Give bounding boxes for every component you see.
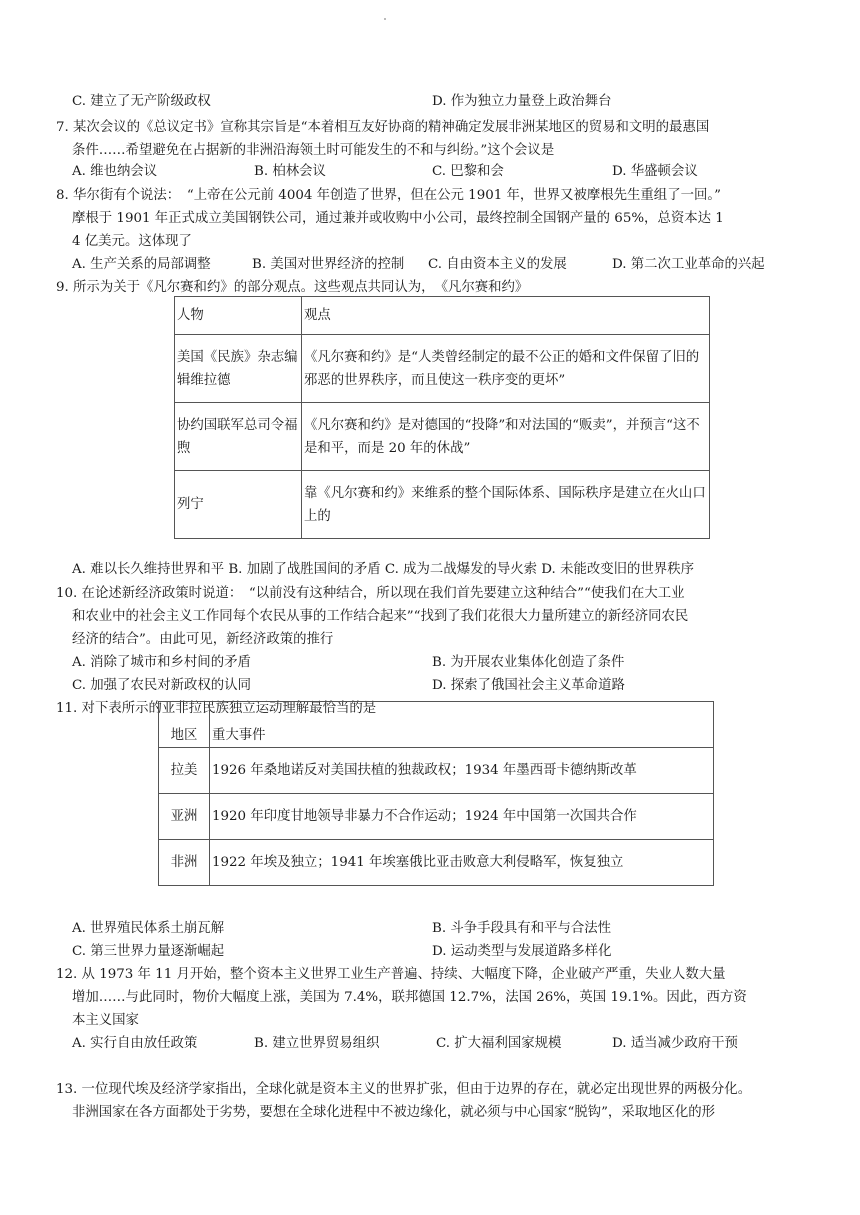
q8-option-c: C. 自由资本主义的发展: [428, 257, 567, 272]
q7-option-a: A. 维也纳会议: [72, 164, 158, 179]
q6-option-c: C. 建立了无产阶级政权: [72, 94, 211, 109]
page-mark: [384, 18, 386, 20]
q8-stem-line2: 摩根于 1901 年正式成立美国钢铁公司，通过兼并或收购中小公司，最终控制全国钢产量的 65%，总资本达 1: [72, 211, 724, 226]
q9-table-header-person: 人物: [175, 297, 302, 335]
q10-stem-line2: 和农业中的社会主义工作同每个农民从事的工作结合起来”“找到了我们花很大力量所建立的新经济同农民: [72, 609, 689, 624]
q8-option-a: A. 生产关系的局部调整: [72, 257, 211, 272]
q10-option-b: B. 为开展农业集体化创造了条件: [432, 655, 625, 670]
q10-stem-line3: 经济的结合”。由此可见，新经济政策的推行: [72, 632, 334, 647]
q12-option-c: C. 扩大福利国家规模: [436, 1036, 562, 1051]
q10-stem-line1: 10. 在论述新经济政策时说道： “以前没有这种结合，所以现在我们首先要建立这种结合”“使我们在大工业: [56, 586, 685, 601]
q12-stem-line3: 本主义国家: [72, 1013, 139, 1028]
q11-row3-events: 1922 年埃及独立；1941 年埃塞俄比亚击败意大利侵略军，恢复独立: [210, 840, 714, 886]
q9-stem-line1: 9. 所示为关于《凡尔赛和约》的部分观点。这些观点共同认为， 《凡尔赛和约》: [56, 280, 529, 295]
q10-option-c: C. 加强了农民对新政权的认同: [72, 678, 251, 693]
q9-row1-person: 美国《民族》杂志编辑维拉德: [175, 335, 302, 403]
q11-option-a: A. 世界殖民体系土崩瓦解: [72, 921, 225, 936]
q11-table-header-events: 重大事件: [210, 702, 714, 748]
q9-table-header-opinion: 观点: [302, 297, 710, 335]
q6-option-d: D. 作为独立力量登上政治舞台: [432, 94, 612, 109]
q11-row1-region: 拉美: [159, 748, 210, 794]
q11-option-c: C. 第三世界力量逐渐崛起: [72, 944, 225, 959]
q8-option-d: D. 第二次工业革命的兴起: [612, 257, 765, 272]
q9-row3-person: 列宁: [175, 471, 302, 539]
q12-option-b: B. 建立世界贸易组织: [254, 1036, 380, 1051]
q11-option-b: B. 斗争手段具有和平与合法性: [432, 921, 612, 936]
q11-option-d: D. 运动类型与发展道路多样化: [432, 944, 612, 959]
q10-option-d: D. 探索了俄国社会主义革命道路: [432, 678, 625, 693]
q7-option-c: C. 巴黎和会: [432, 164, 504, 179]
q11-table-header-region: 地区: [159, 702, 210, 748]
q11-events-table: [158, 701, 714, 886]
q12-stem-line2: 增加……与此同时，物价大幅度上涨，美国为 7.4%，联邦德国 12.7%，法国 26%，英国 19.1%。因此，西方资: [72, 990, 747, 1005]
q8-stem-line1: 8. 华尔街有个说法： “上帝在公元前 4004 年创造了世界，但在公元 1901 年，世界又被摩根先生重组了一回。”: [56, 188, 721, 203]
q8-stem-line3: 4 亿美元。这体现了: [72, 234, 192, 249]
q10-option-a: A. 消除了城市和乡村间的矛盾: [72, 655, 251, 670]
q11-row2-region: 亚洲: [159, 794, 210, 840]
q9-row2-person: 协约国联军总司令福煦: [175, 403, 302, 471]
q9-options: A. 难以长久维持世界和平 B. 加剧了战胜国间的矛盾 C. 成为二战爆发的导火索 D. 未能改变旧的世界秩序: [72, 562, 694, 577]
q9-row3-opinion: 靠《凡尔赛和约》来维系的整个国际体系、国际秩序是建立在火山口上的: [302, 471, 710, 539]
q12-option-d: D. 适当减少政府干预: [612, 1036, 738, 1051]
q9-row1-opinion: 《凡尔赛和约》是“人类曾经制定的最不公正的婚和文件保留了旧的邪恶的世界秩序，而且使这一秩序变的更坏”: [302, 335, 710, 403]
q11-row2-events: 1920 年印度甘地领导非暴力不合作运动；1924 年中国第一次国共合作: [210, 794, 714, 840]
q12-option-a: A. 实行自由放任政策: [72, 1036, 198, 1051]
q11-stem-line1: 11. 对下表所示的亚非拉民族独立运动理解最恰当的是: [56, 701, 377, 716]
q8-option-b: B. 美国对世界经济的控制: [252, 257, 405, 272]
q9-row2-opinion: 《凡尔赛和约》是对德国的“投降”和对法国的“贩卖”，并预言“这不是和平，而是 20 年的休战”: [302, 403, 710, 471]
q9-opinions-table: [174, 296, 710, 539]
q11-row3-region: 非洲: [159, 840, 210, 886]
q7-option-d: D. 华盛顿会议: [612, 164, 698, 179]
q13-stem-line2: 非洲国家在各方面都处于劣势，要想在全球化进程中不被边缘化，就必须与中心国家“脱钩”，采取地区化的形: [72, 1105, 716, 1120]
q7-option-b: B. 柏林会议: [254, 164, 326, 179]
q7-stem-line1: 7. 某次会议的《总议定书》宣称其宗旨是“本着相互友好协商的精神确定发展非洲某地区的贸易和文明的最惠国: [56, 120, 710, 135]
q12-stem-line1: 12. 从 1973 年 11 月开始，整个资本主义世界工业生产普遍、持续、大幅度下降，企业破产严重，失业人数大量: [56, 967, 726, 982]
q7-stem-line2: 条件……希望避免在占据新的非洲沿海领土时可能发生的不和与纠纷。”这个会议是: [72, 143, 555, 158]
q13-stem-line1: 13. 一位现代埃及经济学家指出，全球化就是资本主义的世界扩张，但由于边界的存在，就必定出现世界的两极分化。: [56, 1082, 752, 1097]
q11-row1-events: 1926 年桑地诺反对美国扶植的独裁政权；1934 年墨西哥卡德纳斯改革: [210, 748, 714, 794]
